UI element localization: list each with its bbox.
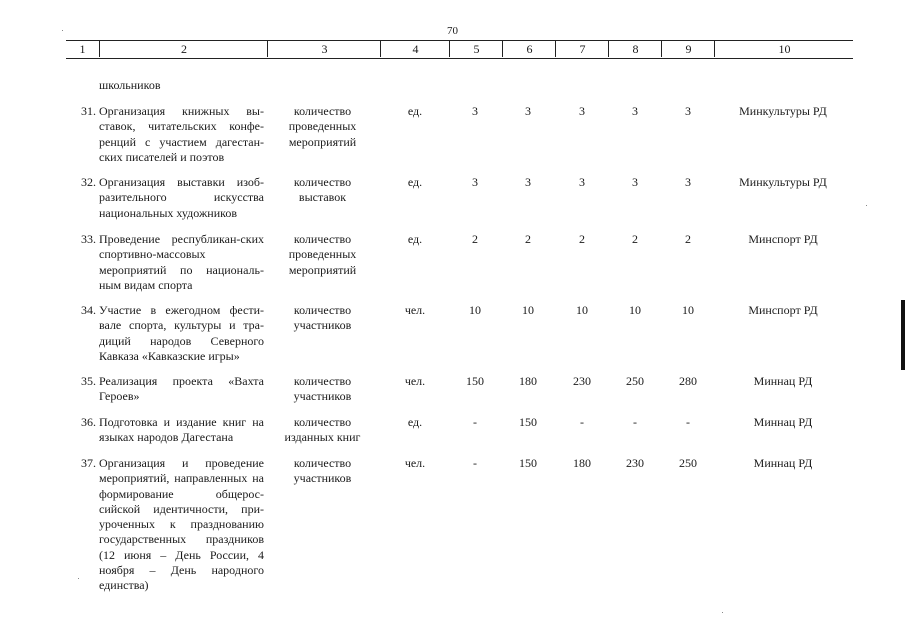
value-col-6: 3 <box>525 104 531 118</box>
scan-speck <box>78 578 79 579</box>
unit: чел. <box>404 374 426 388</box>
value-col-7: 3 <box>579 175 585 189</box>
scan-speck <box>722 612 723 613</box>
header-col-10: 10 <box>714 41 854 57</box>
unit: ед. <box>407 175 423 189</box>
value-col-9: - <box>686 415 690 429</box>
unit: ед. <box>407 415 423 429</box>
row-number: 34. <box>81 303 96 317</box>
scan-speck <box>62 30 63 31</box>
header-col-2: 2 <box>99 41 268 57</box>
row-number: 35. <box>81 374 96 388</box>
value-col-7: 180 <box>573 456 591 470</box>
value-col-6: 2 <box>525 232 531 246</box>
row-number: 37. <box>81 456 96 470</box>
value-col-5: 10 <box>469 303 481 317</box>
indicator: количество выставок <box>293 175 352 205</box>
value-col-9: 280 <box>679 374 697 388</box>
value-col-9: 250 <box>679 456 697 470</box>
value-col-7: - <box>580 415 584 429</box>
header-col-4: 4 <box>380 41 450 57</box>
value-col-5: - <box>473 415 477 429</box>
header-col-6: 6 <box>502 41 556 57</box>
value-col-6: 10 <box>522 303 534 317</box>
indicator: количество проведенных мероприятий <box>288 232 357 277</box>
indicator: количество участников <box>293 374 352 404</box>
value-col-9: 2 <box>685 232 691 246</box>
header-col-8: 8 <box>608 41 662 57</box>
indicator: количество участников <box>293 303 352 333</box>
indicator: количество проведенных мероприятий <box>288 104 357 149</box>
executor: Миннац РД <box>753 456 813 470</box>
activity-name: Подготовка и издание книг на языках народов Дагестана <box>99 415 264 445</box>
executor: Минкультуры РД <box>739 175 827 189</box>
value-col-8: 3 <box>632 175 638 189</box>
value-col-9: 3 <box>685 175 691 189</box>
value-col-9: 10 <box>682 303 694 317</box>
executor: Миннац РД <box>753 415 813 429</box>
scan-edge-mark <box>901 300 905 370</box>
value-col-7: 10 <box>576 303 588 317</box>
value-col-8: 10 <box>629 303 641 317</box>
value-col-6: 150 <box>519 415 537 429</box>
activity-name: Организация и проведение мероприятий, направленных на формирование общерос-сийской идентичности, при-уроченных к празднованию государственных праздников (12 июня – День России, 4 ноября – День народного единства) <box>99 456 264 593</box>
unit: чел. <box>404 456 426 470</box>
row-number: 33. <box>81 232 96 246</box>
indicator: количество изданных книг <box>284 415 361 445</box>
unit: ед. <box>407 232 423 246</box>
header-col-1: 1 <box>79 42 86 56</box>
page-number: 70 <box>447 25 458 37</box>
continuation-text: школьников <box>99 78 161 92</box>
row-number: 31. <box>81 104 96 118</box>
activity-name: Реализация проекта «Вахта Героев» <box>99 374 264 404</box>
value-col-5: 2 <box>472 232 478 246</box>
row-number: 36. <box>81 415 96 429</box>
value-col-5: 150 <box>466 374 484 388</box>
table-header-rule <box>66 58 853 59</box>
value-col-8: 250 <box>626 374 644 388</box>
value-col-8: 230 <box>626 456 644 470</box>
row-number: 32. <box>81 175 96 189</box>
activity-name: Участие в ежегодном фести-вале спорта, культуры и тра-диций народов Северного Кавказа «Кавказские игры» <box>99 303 264 363</box>
header-col-3: 3 <box>267 41 381 57</box>
header-col-7: 7 <box>555 41 609 57</box>
value-col-8: - <box>633 415 637 429</box>
executor: Миннац РД <box>753 374 813 388</box>
value-col-6: 3 <box>525 175 531 189</box>
value-col-7: 230 <box>573 374 591 388</box>
executor: Минспорт РД <box>748 303 818 317</box>
header-col-5: 5 <box>449 41 503 57</box>
value-col-8: 2 <box>632 232 638 246</box>
unit: чел. <box>404 303 426 317</box>
activity-name: Организация книжных вы-ставок, читательских конфе-ренций с участием дагестан-ских писателей и поэтов <box>99 104 264 164</box>
executor: Минкультуры РД <box>739 104 827 118</box>
value-col-5: - <box>473 456 477 470</box>
activity-name: Организация выставки изоб-разительного искусства национальных художников <box>99 175 264 220</box>
scan-speck <box>866 205 867 206</box>
value-col-7: 3 <box>579 104 585 118</box>
value-col-8: 3 <box>632 104 638 118</box>
header-col-9: 9 <box>661 41 715 57</box>
value-col-5: 3 <box>472 175 478 189</box>
value-col-6: 150 <box>519 456 537 470</box>
indicator: количество участников <box>293 456 352 486</box>
activity-name: Проведение республикан-ских спортивно-массовых мероприятий по националь-ным видам спорта <box>99 232 264 292</box>
unit: ед. <box>407 104 423 118</box>
value-col-7: 2 <box>579 232 585 246</box>
value-col-9: 3 <box>685 104 691 118</box>
value-col-5: 3 <box>472 104 478 118</box>
value-col-6: 180 <box>519 374 537 388</box>
executor: Минспорт РД <box>748 232 818 246</box>
